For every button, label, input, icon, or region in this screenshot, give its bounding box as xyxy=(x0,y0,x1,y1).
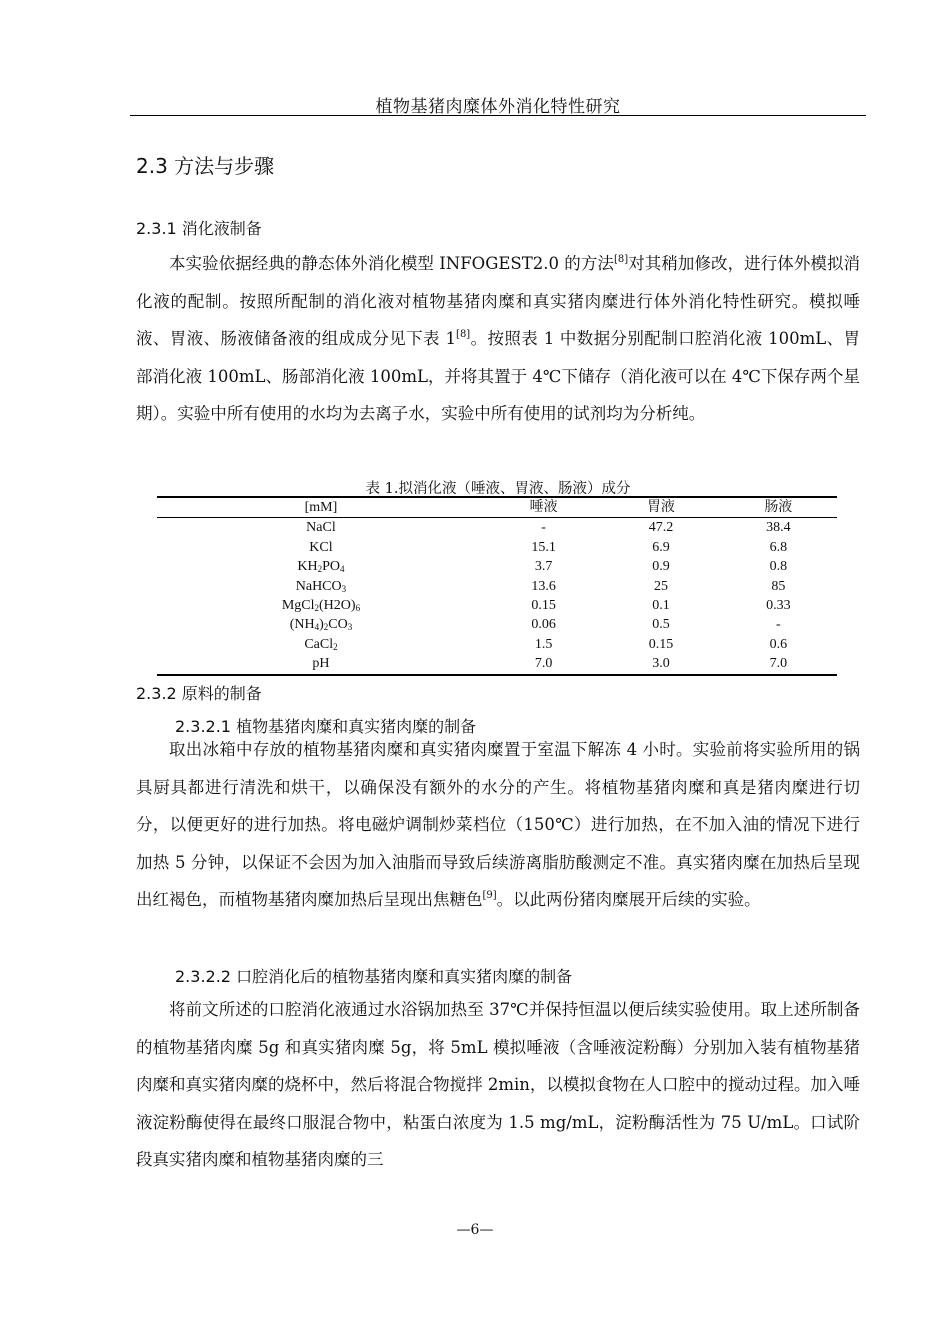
subsubsection-heading-pork-preparation: 2.3.2.1 植物基猪肉糜和真实猪肉糜的制备 xyxy=(175,717,477,736)
page-number: —6— xyxy=(456,1222,494,1238)
cell-gastric: 0.1 xyxy=(652,598,670,614)
cell-saliva: - xyxy=(541,520,546,536)
cell-intestinal: 85 xyxy=(771,578,786,594)
cell-intestinal: 0.6 xyxy=(769,636,788,652)
cell-intestinal: 7.0 xyxy=(720,654,837,674)
cell-gastric: 6.9 xyxy=(652,539,670,555)
composition-table xyxy=(157,496,837,676)
cell-saliva: 3.7 xyxy=(534,559,553,575)
cell-saliva: 1.5 xyxy=(534,636,553,652)
page-header-title: 植物基猪肉糜体外消化特性研究 xyxy=(375,97,621,117)
header-saliva: 唾液 xyxy=(485,497,602,518)
table-header-row xyxy=(157,497,837,518)
cell-intestinal: - xyxy=(775,617,781,633)
header-unit: [mM] xyxy=(157,497,485,518)
table-row xyxy=(157,635,837,654)
cell-gastric: 0.5 xyxy=(652,617,670,633)
row-name: $KH_2PO_4$ xyxy=(297,559,345,575)
table-caption: 表 1.拟消化液（唾液、胃液、肠液）成分 xyxy=(365,481,631,497)
table-row xyxy=(157,577,837,596)
section-heading: 2.3 方法与步骤 xyxy=(136,154,275,178)
header-intestinal: 肠液 xyxy=(720,497,837,518)
table-row xyxy=(157,538,837,557)
citation-8: [8] xyxy=(613,254,629,265)
subsubsection-heading-oral-digestion: 2.3.2.2 口腔消化后的植物基猪肉糜和真实猪肉糜的制备 xyxy=(175,967,573,986)
cell-saliva: 7.0 xyxy=(485,654,602,674)
paragraph-oral-digestion: 将前文所述的口腔消化液通过水浴锅加热至 37℃并保持恒温以便后续实验使用。取上述所制备的植物基猪肉糜 5g 和真实猪肉糜 5g，将 5mL 模拟唾液（含唾液淀粉酶）分别加入装有植物基猪肉糜和真实猪肉糜的烧杯中，然后将混合物搅拌 2min，以模拟食物在人口腔中的搅动过程。加入唾液淀粉酶使得在最终口服混合物中，粘蛋白浓度为 1.5 mg/mL，淀粉酶活性为 75 U/mL。口试阶段真实猪肉糜和植物基猪肉糜的三 xyxy=(136,1000,860,1169)
citation-8-second: [8] xyxy=(456,329,471,340)
cell-saliva: 13.6 xyxy=(531,578,556,594)
table-row xyxy=(157,557,837,576)
row-name: $(NH_4)_2CO_3$ xyxy=(289,617,353,633)
header-rule xyxy=(130,115,866,116)
table-row xyxy=(157,654,837,674)
cell-saliva: 0.06 xyxy=(531,617,556,633)
row-name: KCl xyxy=(309,539,333,555)
header-gastric: 胃液 xyxy=(602,497,719,518)
paragraph-digestive-fluid: 本实验依据经典的静态体外消化模型 INFOGEST2.0 的方法[8]对其稍加修改，进行体外模拟消化液的配制。按照所配制的消化液对植物基猪肉糜和真实猪肉糜进行体外消化特性研究。模拟唾液、胃液、肠液储备液的组成成分见下表 1[8]。按照表 1 中数据分别配制口腔消化液 100mL、胃部消化液 100mL、肠部消化液 100mL，并将其置于 4℃下储存（消化液可以在 4℃下保存两个星期）。实验中所有使用的水均为去离子水，实验中所有使用的试剂均为分析纯。 xyxy=(136,254,861,423)
cell-saliva: 15.1 xyxy=(531,539,556,555)
cell-gastric: 25 xyxy=(653,578,668,594)
citation-9: [9] xyxy=(482,890,497,901)
subsection-heading-raw-material: 2.3.2 原料的制备 xyxy=(136,684,262,703)
subsection-heading-digestive-fluid: 2.3.1 消化液制备 xyxy=(136,219,262,238)
cell-gastric: 0.15 xyxy=(648,636,674,652)
row-name: $MgCl_2(H2O)_6$ xyxy=(281,598,361,614)
row-name: CaCl$_2$ xyxy=(304,636,338,652)
cell-intestinal: 0.8 xyxy=(769,559,788,575)
paragraph-pork-preparation: 取出冰箱中存放的植物基猪肉糜和真实猪肉糜置于室温下解冻 4 小时。实验前将实验所用的锅具厨具都进行清洗和烘干，以确保没有额外的水分的产生。将植物基猪肉糜和真是猪肉糜进行切分，以便更好的进行加热。将电磁炉调制炒菜档位（150℃）进行加热，在不加入油的情况下进行加热 5 分钟，以保证不会因为加入油脂而导致后续游离脂肪酸测定不准。真实猪肉糜在加热后呈现出红褐色，而植物基猪肉糜加热后呈现出焦糖色[9]。以此两份猪肉糜展开后续的实验。 xyxy=(136,740,860,909)
row-name: NaCl xyxy=(306,520,336,536)
cell-gastric: 47.2 xyxy=(648,520,674,536)
cell-intestinal: 38.4 xyxy=(766,520,791,536)
cell-intestinal: 0.33 xyxy=(766,598,791,614)
cell-gastric: 3.0 xyxy=(602,654,719,674)
row-name: pH xyxy=(157,654,485,674)
cell-saliva: 0.15 xyxy=(531,598,556,614)
row-name: NaHCO$_3$ xyxy=(295,578,347,594)
cell-gastric: 0.9 xyxy=(652,559,670,575)
table-row xyxy=(157,615,837,634)
table-row xyxy=(157,596,837,615)
table-row xyxy=(157,518,837,538)
cell-intestinal: 6.8 xyxy=(769,539,788,555)
